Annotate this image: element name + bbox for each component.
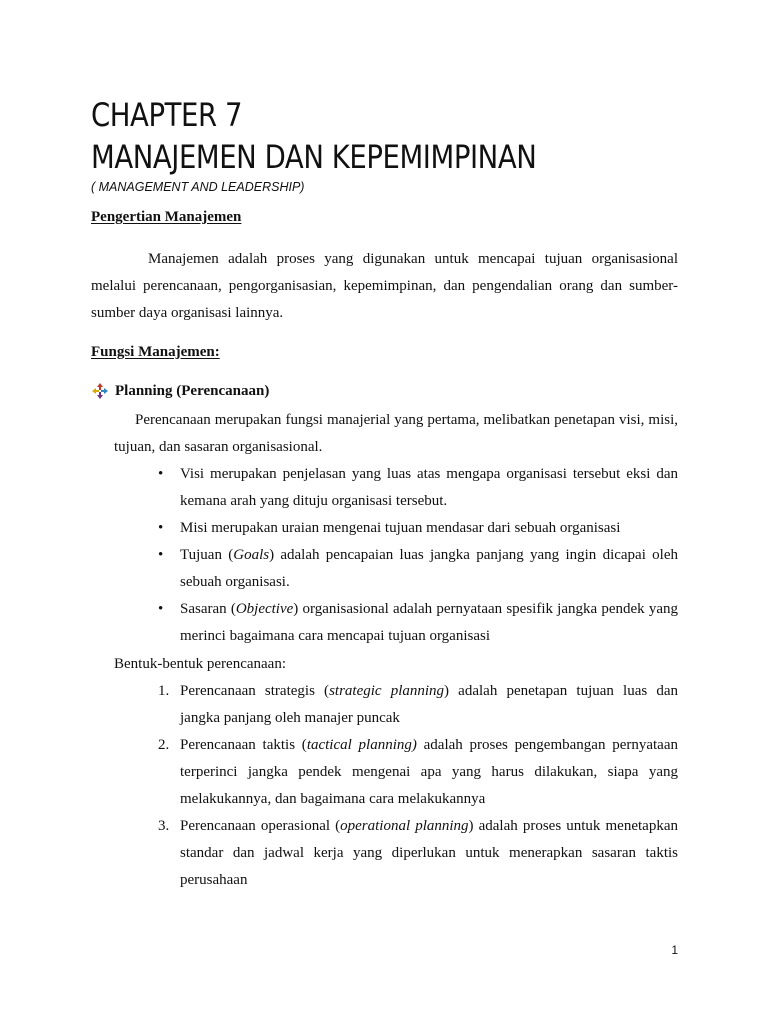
section-heading-pengertian: Pengertian Manajemen [91, 209, 242, 225]
pengertian-paragraph: Manajemen adalah proses yang digunakan untuk mencapai tujuan organisasional melalui perencanaan, pengorganisasian, kepemimpinan, dan pengendalian orang dan sumber-sumber daya organisasi lainnya. [91, 251, 678, 321]
list-item: • Misi merupakan uraian mengenai tujuan mendasar dari sebuah organisasi [158, 515, 678, 542]
section-heading-fungsi: Fungsi Manajemen: [91, 344, 220, 360]
bentuk-label: Bentuk-bentuk perencanaan: [114, 656, 287, 672]
list-item: • Sasaran (Objective) organisasional adalah pernyataan spesifik jangka pendek yang merinci bagaimana cara mencapai tujuan organisasi [158, 596, 678, 650]
list-item: 3. Perencanaan operasional (operational planning) adalah proses untuk menetapkan standar dan jadwal kerja yang diperlukan untuk menerapkan sasaran taktis perusahaan [158, 813, 678, 894]
bullet-icon: • [158, 520, 164, 536]
bullet-icon: • [158, 601, 164, 617]
list-number: 1. [158, 683, 170, 699]
chapter-number: CHAPTER 7 [91, 96, 243, 134]
bullet-icon: • [158, 547, 164, 563]
list-number: 2. [158, 737, 170, 753]
list-number: 3. [158, 818, 170, 834]
chapter-name: MANAJEMEN DAN KEPEMIMPINAN [91, 138, 537, 176]
page-number: 1 [671, 943, 678, 957]
planning-heading [91, 382, 269, 400]
list-item: • Visi merupakan penjelasan yang luas atas mengapa organisasi tersebut eksi dan kemana arah yang dituju organisasi tersebut. [158, 461, 678, 515]
chapter-title [91, 94, 536, 178]
bullet-icon: • [158, 466, 164, 482]
planning-types-list [158, 678, 678, 894]
list-item: 1. Perencanaan strategis (strategic planning) adalah penetapan tujuan luas dan jangka panjang oleh manajer puncak [158, 678, 678, 732]
planning-paragraph: Perencanaan merupakan fungsi manajerial yang pertama, melibatkan penetapan visi, misi, tujuan, dan sasaran organisasional. [114, 412, 678, 455]
chapter-subtitle: ( MANAGEMENT AND LEADERSHIP) [91, 180, 305, 194]
planning-heading-label: Planning (Perencanaan) [115, 382, 270, 399]
list-item: • Tujuan (Goals) adalah pencapaian luas jangka panjang yang ingin dicapai oleh sebuah organisasi. [158, 542, 678, 596]
four-arrows-icon [91, 382, 109, 400]
planning-bullet-list [158, 461, 678, 650]
list-item: 2. Perencanaan taktis (tactical planning) adalah proses pengembangan pernyataan terperinci jangka pendek mengenai apa yang harus dilakukan, siapa yang melakukannya, dan bagaimana cara melakukannya [158, 732, 678, 813]
